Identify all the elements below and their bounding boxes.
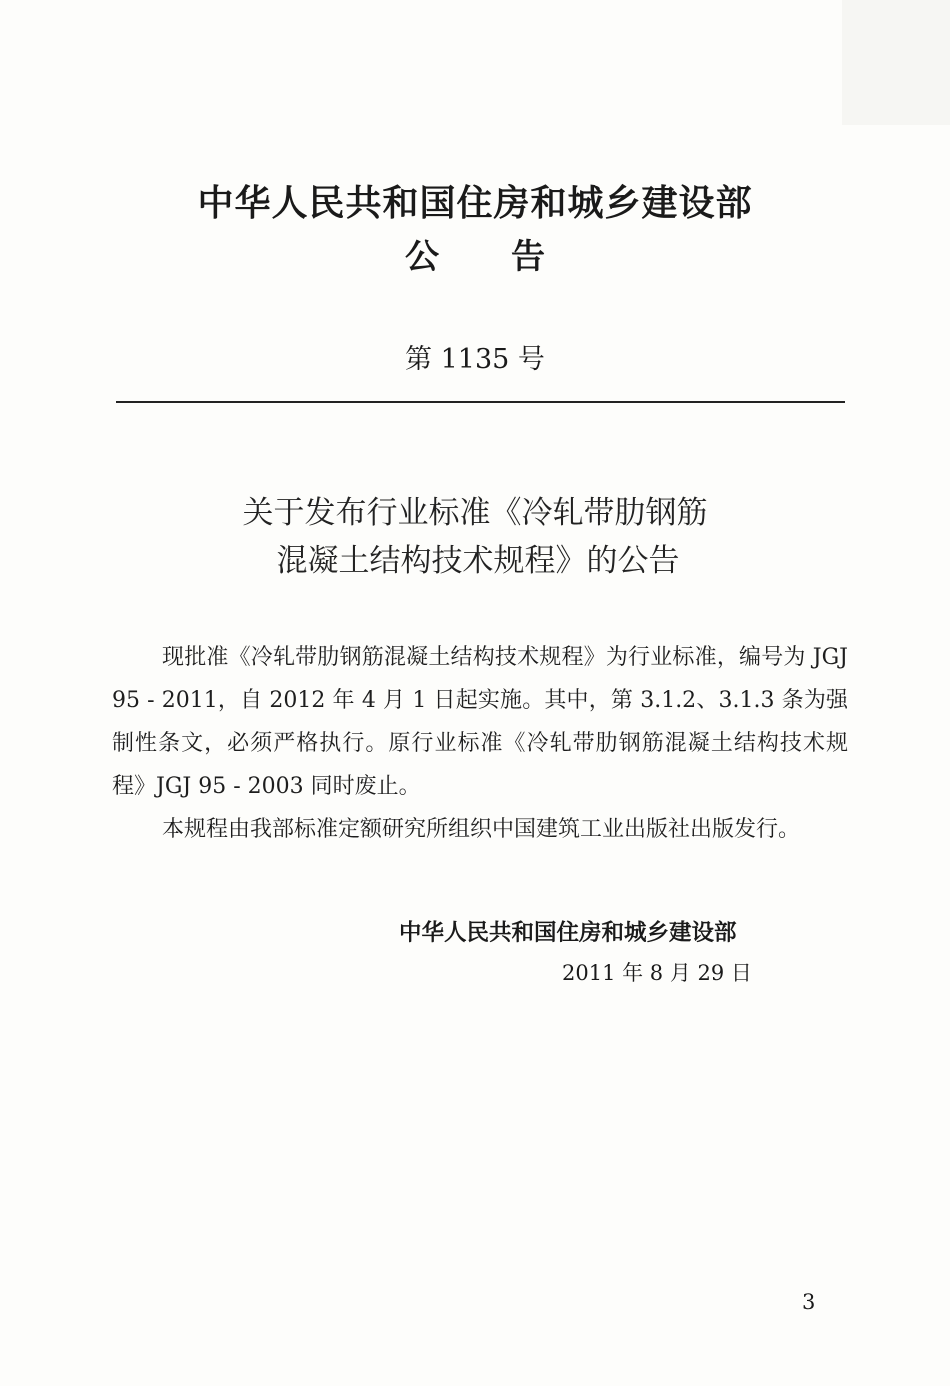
signature-organization: 中华人民共和国住房和城乡建设部 (399, 920, 737, 946)
signature-date: 2011 年 8 月 29 日 (562, 961, 752, 985)
subject-title (0, 489, 950, 585)
body-paragraph-2: 本规程由我部标准定额研究所组织中国建筑工业出版社出版发行。 (162, 817, 801, 842)
subject-title-line-1: 关于发布行业标准《冷轧带肋钢筋 (242, 495, 708, 531)
notice-heading (0, 234, 950, 280)
notice-number: 第 1135 号 (405, 344, 545, 375)
notice-body (112, 636, 848, 851)
header-divider (116, 401, 845, 403)
subject-title-line-2: 混凝土结构技术规程》的公告 (276, 543, 680, 579)
issuer-title: 中华人民共和国住房和城乡建设部 (197, 183, 753, 224)
notice-word-2: 告 (511, 237, 545, 277)
scan-shadow (842, 0, 950, 125)
notice-word-1: 公 (405, 237, 439, 277)
body-paragraph-1: 现批准《冷轧带肋钢筋混凝土结构技术规程》为行业标准，编号为 JGJ 95 - 2011，自 2012 年 4 月 1 日起实施。其中，第 3.1.2、3.1.3 条为强制性条文，必须严格执行。原行业标准《冷轧带肋钢筋混凝土结构技术规程》JGJ 95 - 2003 同时废止。 (112, 645, 848, 799)
page-number: 3 (802, 1290, 816, 1314)
